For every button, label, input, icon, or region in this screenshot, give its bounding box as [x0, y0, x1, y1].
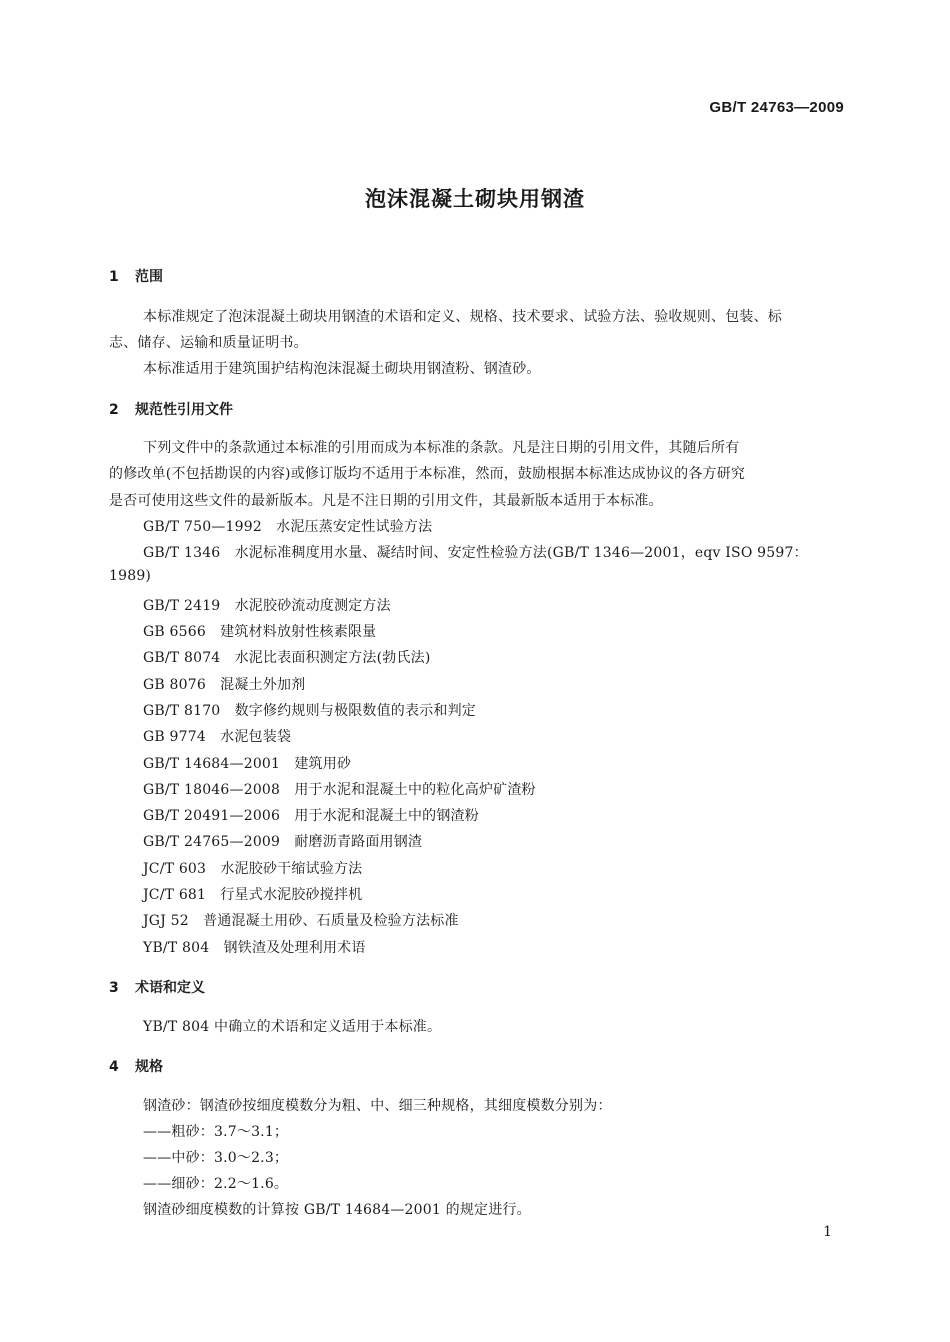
- reference-item: GB/T 8074 水泥比表面积测定方法(勃氏法): [143, 650, 431, 666]
- reference-item: GB/T 750—1992 水泥压蒸安定性试验方法: [143, 519, 433, 535]
- reference-item: JC/T 681 行星式水泥胶砂搅拌机: [143, 887, 363, 903]
- reference-item: GB/T 8170 数字修约规则与极限数值的表示和判定: [143, 703, 477, 719]
- spec-list-item: ——粗砂：3.7～3.1；: [143, 1124, 289, 1140]
- reference-item: GB/T 1346 水泥标准稠度用水量、凝结时间、安定性检验方法(GB/T 1346—2001，eqv ISO 9597：: [143, 545, 808, 561]
- reference-item: JC/T 603 水泥胶砂干缩试验方法: [143, 861, 363, 877]
- section-title: 范围: [135, 269, 163, 285]
- page-title: 泡沫混凝土砌块用钢渣: [365, 187, 585, 211]
- scope-paragraph-line: 志、储存、运输和质量证明书。: [109, 335, 308, 351]
- reference-item: GB 9774 水泥包装袋: [143, 729, 292, 745]
- section-heading-1: [109, 266, 163, 286]
- scope-paragraph: 本标准适用于建筑围护结构泡沫混凝土砌块用钢渣粉、钢渣砂。: [143, 361, 541, 377]
- section-title: 规范性引用文件: [135, 402, 233, 418]
- spec-paragraph: 钢渣砂细度模数的计算按 GB/T 14684—2001 的规定进行。: [143, 1202, 531, 1218]
- reference-item: GB 6566 建筑材料放射性核素限量: [143, 624, 377, 640]
- spec-list-item: ——细砂：2.2～1.6。: [143, 1176, 289, 1192]
- normative-intro-line: 是否可使用这些文件的最新版本。凡是不注日期的引用文件，其最新版本适用于本标准。: [109, 493, 663, 509]
- section-number: 2: [109, 402, 119, 418]
- normative-intro-line: 的修改单(不包括勘误的内容)或修订版均不适用于本标准，然而，鼓励根据本标准达成协议的各方研究: [109, 466, 746, 482]
- reference-item: GB/T 24765—2009 耐磨沥青路面用钢渣: [143, 834, 423, 850]
- reference-item: JGJ 52 普通混凝土用砂、石质量及检验方法标准: [143, 913, 459, 929]
- section-number: 1: [109, 269, 119, 285]
- standard-code: GB/T 24763—2009: [709, 99, 844, 116]
- terms-paragraph: YB/T 804 中确立的术语和定义适用于本标准。: [143, 1019, 442, 1035]
- reference-item: GB/T 14684—2001 建筑用砂: [143, 756, 352, 772]
- section-heading-2: [109, 399, 233, 419]
- reference-item: GB 8076 混凝土外加剂: [143, 677, 306, 693]
- reference-item: YB/T 804 钢铁渣及处理利用术语: [143, 940, 366, 956]
- section-title: 术语和定义: [135, 980, 205, 996]
- section-heading-4: [109, 1056, 163, 1076]
- spec-list-item: ——中砂：3.0～2.3；: [143, 1150, 289, 1166]
- section-number: 3: [109, 980, 119, 996]
- section-title: 规格: [135, 1059, 163, 1075]
- section-number: 4: [109, 1059, 119, 1075]
- reference-item-continuation: 1989): [109, 568, 152, 584]
- reference-item: GB/T 18046—2008 用于水泥和混凝土中的粒化高炉矿渣粉: [143, 782, 536, 798]
- section-heading-3: [109, 977, 205, 997]
- scope-paragraph-line: 本标准规定了泡沫混凝土砌块用钢渣的术语和定义、规格、技术要求、试验方法、验收规则、包装、标: [143, 309, 782, 325]
- spec-paragraph: 钢渣砂：钢渣砂按细度模数分为粗、中、细三种规格，其细度模数分别为：: [143, 1098, 612, 1114]
- page-number: 1: [823, 1224, 832, 1240]
- normative-intro-line: 下列文件中的条款通过本标准的引用而成为本标准的条款。凡是注日期的引用文件，其随后所有: [143, 440, 740, 456]
- reference-item: GB/T 20491—2006 用于水泥和混凝土中的钢渣粉: [143, 808, 479, 824]
- reference-item: GB/T 2419 水泥胶砂流动度测定方法: [143, 598, 391, 614]
